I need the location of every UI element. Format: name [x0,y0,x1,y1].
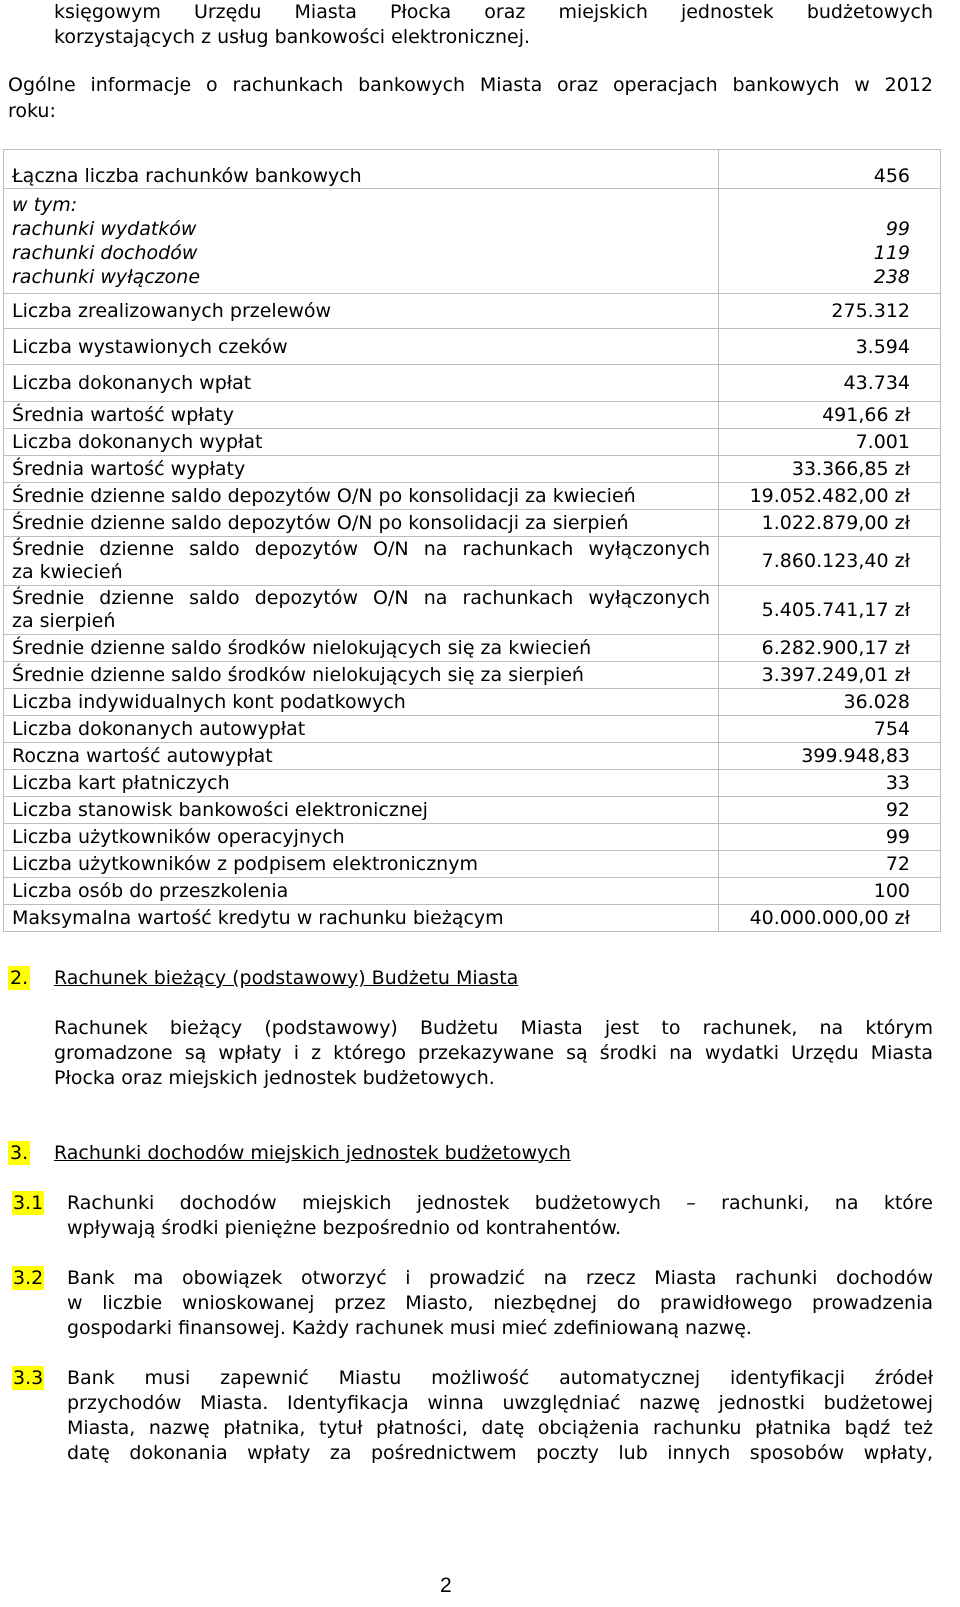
text-line: Bank ma obowiązek otworzyć i prowadzić na rzecz Miasta rachunki dochodów [67,1267,933,1289]
row-label-text: Maksymalna wartość kredytu w rachunku bieżącym [12,907,504,929]
row-label [4,743,719,770]
table-row [4,483,941,510]
row-label-text: Liczba osób do przeszkolenia [12,880,289,902]
row-value [719,294,941,329]
page-number: 2 [440,1574,452,1597]
row-value [719,586,941,635]
row-label [4,878,719,905]
row-label [4,635,719,662]
row-value [719,824,941,851]
row-label [4,329,719,365]
intro-line-2: korzystających z usług bankowości elektronicznej. [54,26,531,48]
row-label [4,150,719,189]
row-value [719,797,941,824]
row-value-text: 19.052.482,00 zł [749,485,910,507]
item-3-3-body [67,1366,933,1466]
row-label-text: Roczna wartość autowypłat [12,745,273,767]
row-value-text: 100 [873,880,910,902]
table-row [4,878,941,905]
row-value [719,635,941,662]
row-value [719,429,941,456]
general-word: bankowych [732,74,840,96]
row-label [4,402,719,429]
bank-statistics-table [3,149,941,932]
row-label-text: Liczba użytkowników operacyjnych [12,826,345,848]
row-value-text: 7.001 [855,431,910,453]
row-label-line: za kwiecień [12,561,123,583]
breakdown-label: rachunki dochodów [12,242,198,264]
row-value-text: 72 [885,853,910,875]
text-line: Płocka oraz miejskich jednostek budżetowych. [54,1067,495,1089]
table-row [4,294,941,329]
section-2-number: 2. [10,967,29,989]
general-word: operacjach [612,74,718,96]
section-3-number: 3. [10,1142,29,1164]
text-line: Rachunek bieżący (podstawowy) Budżetu Miasta jest to rachunek, na którym [54,1017,933,1039]
row-label-text: Liczba dokonanych wpłat [12,372,252,394]
row-value-text: 43.734 [843,372,910,394]
text-line: gospodarki finansowej. Każdy rachunek musi mieć zdefiniowaną nazwę. [67,1317,752,1339]
row-value [719,716,941,743]
table-row [4,824,941,851]
text-line: Bank musi zapewnić Miastu możliwość automatycznej identyfikacji źródeł [67,1367,933,1389]
row-value [719,402,941,429]
table-row [4,662,941,689]
row-label [4,365,719,402]
row-label-text: Średnie dzienne saldo środków nielokujących się za kwiecień [12,637,592,659]
table-row [4,329,941,365]
table-row [4,851,941,878]
row-value [719,851,941,878]
row-value-text: 491,66 zł [822,404,910,426]
table-row [4,797,941,824]
row-label [4,429,719,456]
general-word: 2012 [884,74,933,96]
row-value [719,456,941,483]
row-value-text: 99 [885,826,910,848]
row-value [719,537,941,586]
table-row [4,456,941,483]
row-value [719,905,941,932]
general-word: rachunkach [232,74,344,96]
item-3-1-number: 3.1 [13,1192,44,1214]
text-line: Miasta, nazwę płatnika, tytuł płatności, datę obciążenia rachunku płatnika bądź też [67,1417,933,1439]
table-row [4,716,941,743]
row-label-text: Średnia wartość wpłaty [12,404,234,426]
breakdown-value: 238 [873,266,910,288]
general-word: Miasta [479,74,543,96]
row-label-text: Średnie dzienne saldo depozytów O/N po konsolidacji za sierpień [12,512,629,534]
intro-word: miejskich [558,1,648,23]
item-3-3-number: 3.3 [13,1367,44,1389]
general-word: Ogólne [8,74,76,96]
row-value-text: 3.397.249,01 zł [761,664,910,686]
row-value-text: 399.948,83 [801,745,910,767]
intro-word: Urzędu [193,1,262,23]
row-label [4,851,719,878]
row-label-text: Liczba kart płatniczych [12,772,230,794]
row-value-text: 6.282.900,17 zł [761,637,910,659]
intro-word: oraz [484,1,526,23]
row-label-text: Liczba użytkowników z podpisem elektronicznym [12,853,478,875]
row-value [719,329,941,365]
breakdown-labels [4,189,719,294]
row-value-text: 40.000.000,00 zł [749,907,910,929]
row-label-line: Średnie dzienne saldo depozytów O/N na rachunkach wyłączonych [12,538,710,560]
general-word: o [206,74,218,96]
section-2-body [54,1016,933,1091]
table-row [4,635,941,662]
row-label-text: Średnie dzienne saldo depozytów O/N po konsolidacji za kwiecień [12,485,636,507]
row-label-text: Średnia wartość wypłaty [12,458,246,480]
text-line: datę dokonania wpłaty za pośrednictwem poczty lub innych sposobów wpłaty, [67,1442,933,1464]
row-label [4,797,719,824]
row-value [719,150,941,189]
general-info-line-2: roku: [8,100,56,122]
general-word: oraz [557,74,599,96]
row-label [4,294,719,329]
row-value [719,662,941,689]
intro-word: Płocka [389,1,452,23]
item-3-2-number: 3.2 [13,1267,44,1289]
row-label-text: Liczba stanowisk bankowości elektronicznej [12,799,428,821]
row-value-text: 3.594 [855,335,910,358]
row-value-text: 1.022.879,00 zł [761,512,910,534]
row-label [4,770,719,797]
row-label [4,689,719,716]
text-line: w liczbie wnioskowanej przez Miasto, niezbędnej do prawidłowego prowadzenia [67,1292,933,1314]
table-row [4,743,941,770]
row-value-text: 5.405.741,17 zł [761,599,910,621]
table-row [4,365,941,402]
row-label [4,510,719,537]
breakdown-header: w tym: [12,194,78,216]
row-value [719,743,941,770]
table-row-breakdown [4,189,941,294]
row-value [719,510,941,537]
total-label: Łączna liczba rachunków bankowych [12,165,362,187]
row-label [4,586,719,635]
row-label [4,716,719,743]
row-label-text: Liczba indywidualnych kont podatkowych [12,691,406,713]
row-value [719,689,941,716]
intro-word: księgowym [54,1,161,23]
total-value: 456 [873,165,910,187]
breakdown-label: rachunki wydatków [12,218,197,240]
table-row [4,586,941,635]
row-value [719,770,941,797]
intro-line-1 [54,0,933,25]
intro-word: Miasta [294,1,357,23]
general-info-line-1 [8,73,933,98]
table-row [4,429,941,456]
row-label-text: Liczba dokonanych wypłat [12,431,263,453]
row-value [719,878,941,905]
table-row-total [4,150,941,189]
text-line: Rachunki dochodów miejskich jednostek budżetowych – rachunki, na które [67,1192,933,1214]
text-line: przychodów Miasta. Identyfikacja winna uwzględniać nazwę jednostki budżetowej [67,1392,933,1414]
table-row [4,689,941,716]
row-label [4,537,719,586]
row-label [4,662,719,689]
general-word: informacje [90,74,192,96]
table-row [4,770,941,797]
intro-word: budżetowych [806,1,933,23]
row-label-text: Liczba wystawionych czeków [12,335,288,358]
row-value-text: 36.028 [843,691,910,713]
item-3-2-body [67,1266,933,1341]
text-line: wpływają środki pieniężne bezpośrednio od kontrahentów. [67,1217,622,1239]
intro-word: jednostek [680,1,774,23]
row-value-text: 7.860.123,40 zł [761,550,910,572]
row-label-text: Średnie dzienne saldo środków nielokujących się za sierpień [12,664,584,686]
breakdown-value: 119 [873,242,910,264]
row-value-text: 33 [885,772,910,794]
row-label [4,483,719,510]
section-3-title: Rachunki dochodów miejskich jednostek budżetowych [54,1142,571,1164]
item-3-1-body [67,1191,933,1241]
breakdown-label: rachunki wyłączone [12,266,201,288]
table-row [4,905,941,932]
text-line: gromadzone są wpłaty i z którego przekazywane są środki na wydatki Urzędu Miasta [54,1042,933,1064]
breakdown-values [719,189,941,294]
section-2-title: Rachunek bieżący (podstawowy) Budżetu Miasta [54,967,519,989]
row-label [4,905,719,932]
row-value-text: 33.366,85 zł [791,458,910,480]
row-label-text: Liczba zrealizowanych przelewów [12,300,332,322]
row-label-line: Średnie dzienne saldo depozytów O/N na rachunkach wyłączonych [12,587,710,609]
row-label [4,456,719,483]
row-label-text: Liczba dokonanych autowypłat [12,718,306,740]
table-row [4,510,941,537]
breakdown-value: 99 [885,218,910,240]
row-label [4,824,719,851]
row-value-text: 275.312 [831,300,910,322]
table-row [4,402,941,429]
row-label-line: za sierpień [12,610,116,632]
general-word: bankowych [358,74,466,96]
general-word: w [854,74,870,96]
row-value [719,365,941,402]
row-value-text: 92 [885,799,910,821]
table-row [4,537,941,586]
row-value-text: 754 [873,718,910,740]
row-value [719,483,941,510]
